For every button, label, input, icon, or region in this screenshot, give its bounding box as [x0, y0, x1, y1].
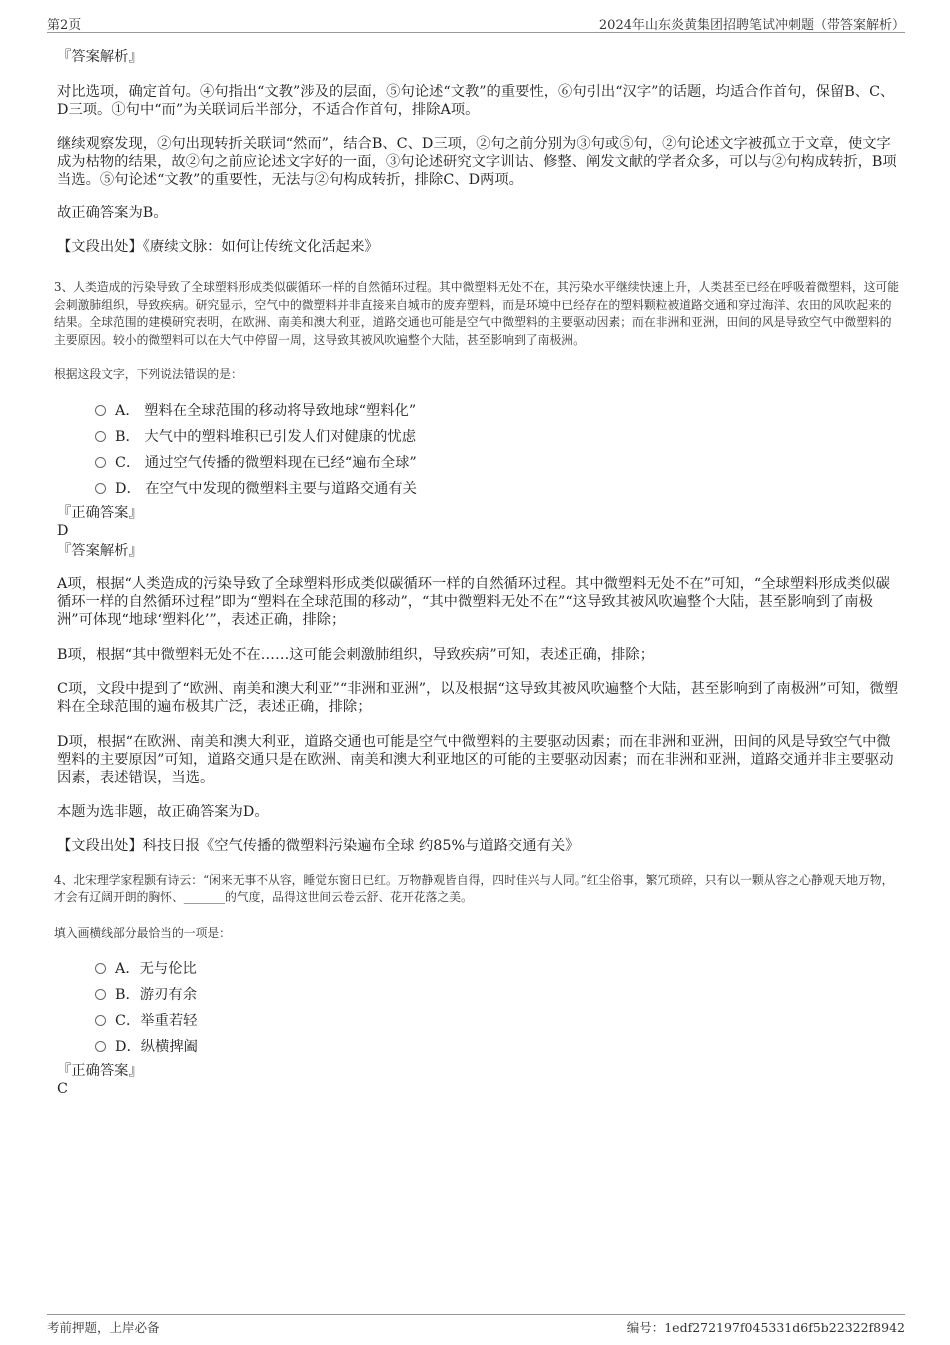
option-a[interactable]: A． 塑料在全球范围的移动将导致地球“塑料化” — [95, 402, 902, 428]
option-d[interactable]: D．纵横捭阖 — [95, 1038, 902, 1064]
question-4-prompt: 填入画横线部分最恰当的一项是： — [54, 925, 231, 940]
option-c[interactable]: C． 通过空气传播的微塑料现在已经“遍布全球” — [95, 454, 902, 480]
answer-conclusion: 本题为选非题，故正确答案为D。 — [57, 803, 269, 820]
page-number: 第2页 — [47, 18, 82, 33]
question-4-text: 4、北宋理学家程颢有诗云：“闲来无事不从容，睡觉东窗日已红。万物静观皆自得，四时佳兴与人同。”红尘俗事，繁冗琐碎，只有以一颗从容之心静观天地万物，才会有辽阔开朗的胸怀、_______的气度，品得这世间云卷云舒、花开花落之美。 — [54, 872, 894, 904]
analysis-paragraph: 对比选项，确定首句。④句指出“文教”涉及的层面，⑤句论述“文教”的重要性，⑥句引出“汉字”的话题，均适合作首句，保留B、C、D三项。①句中“而”为关联词后半部分，不适合作首句，排除A项。 — [57, 84, 895, 118]
document-title: 2024年山东炎黄集团招聘笔试冲刺题（带答案解析） — [598, 18, 905, 33]
question-3-options — [95, 402, 902, 506]
correct-answer-label: 『正确答案』 — [57, 504, 143, 521]
analysis-paragraph: A项，根据“人类造成的污染导致了全球塑料形成类似碳循环一样的自然循环过程。其中微塑料无处不在”可知，“全球塑料形成类似碳循环一样的自然循环过程”即为“塑料在全球范围的移动”，“其中微塑料无处不在”“这导致其被风吹遍整个大陆，甚至影响到了南极洲”可体现“地球‘塑料化’”，表述正确，排除； — [57, 575, 890, 628]
question-3-prompt: 根据这段文字，下列说法错误的是： — [54, 367, 243, 381]
document-id: 编号：1edf272197f045331d6f5b22322f8942 — [626, 1320, 905, 1335]
option-d[interactable]: D． 在空气中发现的微塑料主要与道路交通有关 — [95, 480, 902, 506]
answer-conclusion: 故正确答案为B。 — [57, 205, 168, 221]
radio-icon[interactable] — [95, 457, 106, 468]
page-content — [54, 48, 902, 1098]
correct-answer: C — [57, 1081, 68, 1097]
radio-icon[interactable] — [95, 483, 106, 494]
option-a[interactable]: A．无与伦比 — [95, 960, 902, 986]
radio-icon[interactable] — [95, 1041, 106, 1052]
analysis-label: 『答案解析』 — [57, 49, 143, 65]
radio-icon[interactable] — [95, 431, 106, 442]
radio-icon[interactable] — [95, 405, 106, 416]
question-3-text: 3、人类造成的污染导致了全球塑料形成类似碳循环一样的自然循环过程。其中微塑料无处不在，其污染水平继续快速上升，人类甚至已经在呼吸着微塑料，这可能会刺激肺组织，导致疾病。研究显示，空气中的微塑料并非直接来自城市的废弃塑料，而是环境中已经存在的塑料颗粒被道路交通和穿过海洋、农田的风吹起来的结果。全球范围的建模研究表明，在欧洲、南美和澳大利亚，道路交通也可能是空气中微塑料的主要驱动因素；而在非洲和亚洲，田间的风是导致空气中微塑料的主要原因。较小的微塑料可以在大气中停留一周，这导致其被风吹遍整个大陆，甚至影响到了南极洲。 — [54, 280, 900, 347]
radio-icon[interactable] — [95, 989, 106, 1000]
analysis-paragraph: 继续观察发现，②句出现转折关联词“然而”，结合B、C、D三项，②句之前分别为③句或⑤句，②句论述文字被孤立于文章，使文字成为枯物的结果，故②句之前应论述文字好的一面，③句论述研究文字训诂、修整、阐发文献的学者众多，可以与②句构成转折，B项当选。⑤句论述“文教”的重要性，无法与②句构成转折，排除C、D两项。 — [57, 136, 897, 188]
option-b[interactable]: B．游刃有余 — [95, 986, 902, 1012]
option-b[interactable]: B． 大气中的塑料堆积已引发人们对健康的忧虑 — [95, 428, 902, 454]
correct-answer-label: 『正确答案』 — [57, 1063, 143, 1079]
radio-icon[interactable] — [95, 1015, 106, 1026]
option-c[interactable]: C．举重若轻 — [95, 1012, 902, 1038]
analysis-paragraph: C项，文段中提到了“欧洲、南美和澳大利亚”“非洲和亚洲”，以及根据“这导致其被风吹遍整个大陆，甚至影响到了南极洲”可知，微塑料在全球范围的遍布极其广泛，表述正确，排除； — [57, 680, 899, 715]
page-header — [47, 12, 905, 33]
source-citation: 【文段出处】《赓续文脉：如何让传统文化活起来》 — [57, 239, 379, 255]
radio-icon[interactable] — [95, 963, 106, 974]
correct-answer: D — [57, 522, 69, 539]
question-4-options — [95, 960, 902, 1064]
analysis-paragraph: B项，根据“其中微塑料无处不在……这可能会刺激肺组织，导致疾病”可知，表述正确，排除； — [57, 646, 654, 663]
page-footer — [47, 1314, 905, 1337]
footer-slogan: 考前押题，上岸必备 — [47, 1320, 160, 1335]
source-citation: 【文段出处】科技日报《空气传播的微塑料污染遍布全球 约85%与道路交通有关》 — [57, 837, 580, 854]
analysis-paragraph: D项，根据“在欧洲、南美和澳大利亚，道路交通也可能是空气中微塑料的主要驱动因素；而在非洲和亚洲，田间的风是导致空气中微塑料的主要原因”可知，道路交通只是在欧洲、南美和澳大利亚地区的可能的主要驱动因素；而在非洲和亚洲，道路交通并非主要驱动因素，表述错误，当选。 — [57, 733, 894, 786]
analysis-label: 『答案解析』 — [57, 542, 143, 559]
